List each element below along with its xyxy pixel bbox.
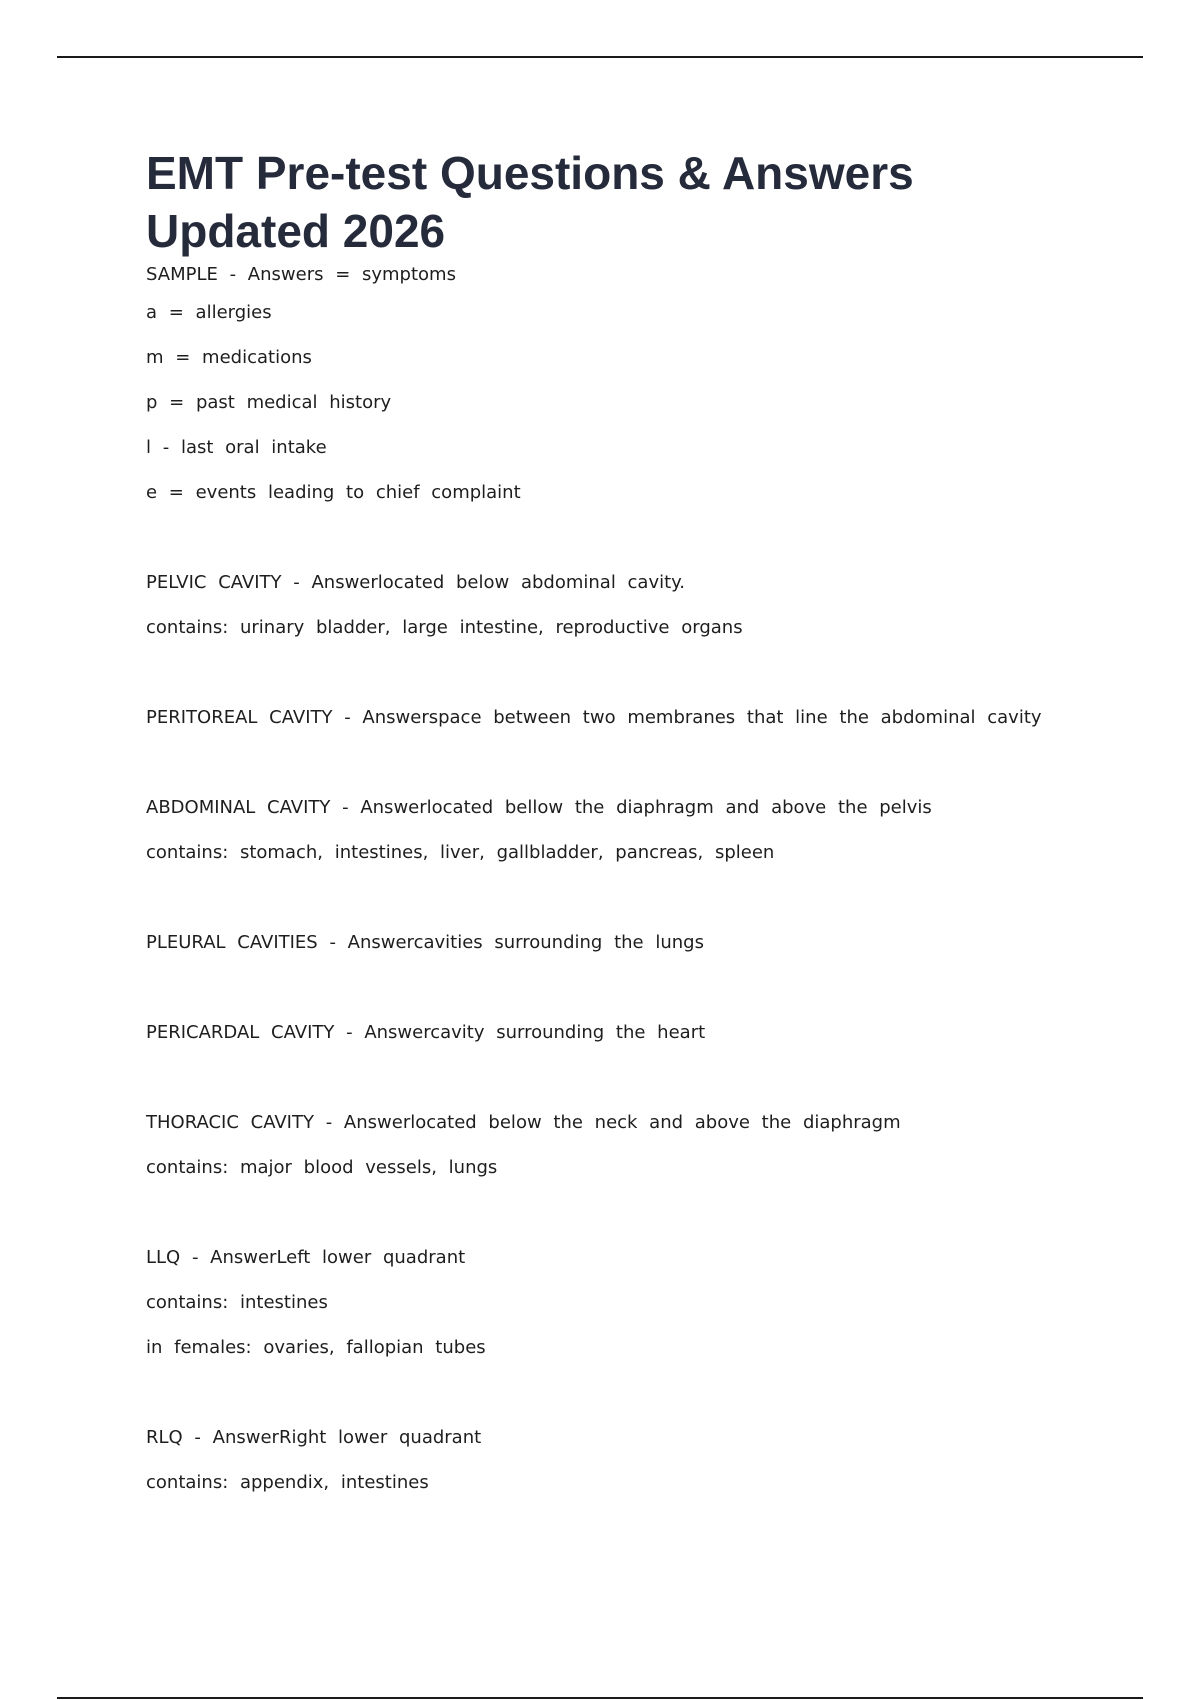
entry-line: contains: urinary bladder, large intestine, reproductive organs bbox=[146, 617, 743, 638]
entry-abdominal-cavity bbox=[146, 785, 1106, 875]
entry-line: contains: appendix, intestines bbox=[146, 1472, 429, 1493]
entry-rlq bbox=[146, 1415, 1106, 1505]
entry-line: l - last oral intake bbox=[146, 437, 327, 458]
entry-line: LLQ - AnswerLeft lower quadrant bbox=[146, 1247, 466, 1268]
entry-line: PELVIC CAVITY - Answerlocated below abdominal cavity. bbox=[146, 572, 685, 593]
entry-line: RLQ - AnswerRight lower quadrant bbox=[146, 1427, 482, 1448]
entry-line: SAMPLE - Answers = symptoms bbox=[146, 264, 456, 285]
entry-peritoreal-cavity bbox=[146, 695, 1106, 740]
entry-line: in females: ovaries, fallopian tubes bbox=[146, 1337, 486, 1358]
entry-line: PLEURAL CAVITIES - Answercavities surrounding the lungs bbox=[146, 932, 704, 953]
entry-llq bbox=[146, 1235, 1106, 1370]
document-body bbox=[146, 144, 1106, 1505]
title-line-2: Updated 2026 bbox=[146, 205, 446, 257]
entry-line: contains: intestines bbox=[146, 1292, 328, 1313]
entry-thoracic-cavity bbox=[146, 1100, 1106, 1190]
entry-line: THORACIC CAVITY - Answerlocated below the neck and above the diaphragm bbox=[146, 1112, 901, 1133]
top-divider bbox=[57, 56, 1143, 58]
entry-line: m = medications bbox=[146, 347, 312, 368]
title-line-1: EMT Pre-test Questions & Answers bbox=[146, 147, 914, 199]
entry-line: PERICARDAL CAVITY - Answercavity surrounding the heart bbox=[146, 1022, 706, 1043]
entry-pelvic-cavity bbox=[146, 560, 1106, 650]
document-title bbox=[146, 144, 1106, 260]
entry-line: PERITOREAL CAVITY - Answerspace between two membranes that line the abdominal cavity bbox=[146, 707, 1042, 728]
entry-sample bbox=[146, 260, 1106, 515]
entry-line: a = allergies bbox=[146, 302, 272, 323]
entry-line: contains: major blood vessels, lungs bbox=[146, 1157, 498, 1178]
entry-line: contains: stomach, intestines, liver, gallbladder, pancreas, spleen bbox=[146, 842, 775, 863]
entry-pleural-cavities bbox=[146, 920, 1106, 965]
entry-line: p = past medical history bbox=[146, 392, 392, 413]
entry-pericardal-cavity bbox=[146, 1010, 1106, 1055]
bottom-divider bbox=[57, 1697, 1143, 1699]
entry-line: e = events leading to chief complaint bbox=[146, 482, 521, 503]
entry-line: ABDOMINAL CAVITY - Answerlocated bellow the diaphragm and above the pelvis bbox=[146, 797, 932, 818]
